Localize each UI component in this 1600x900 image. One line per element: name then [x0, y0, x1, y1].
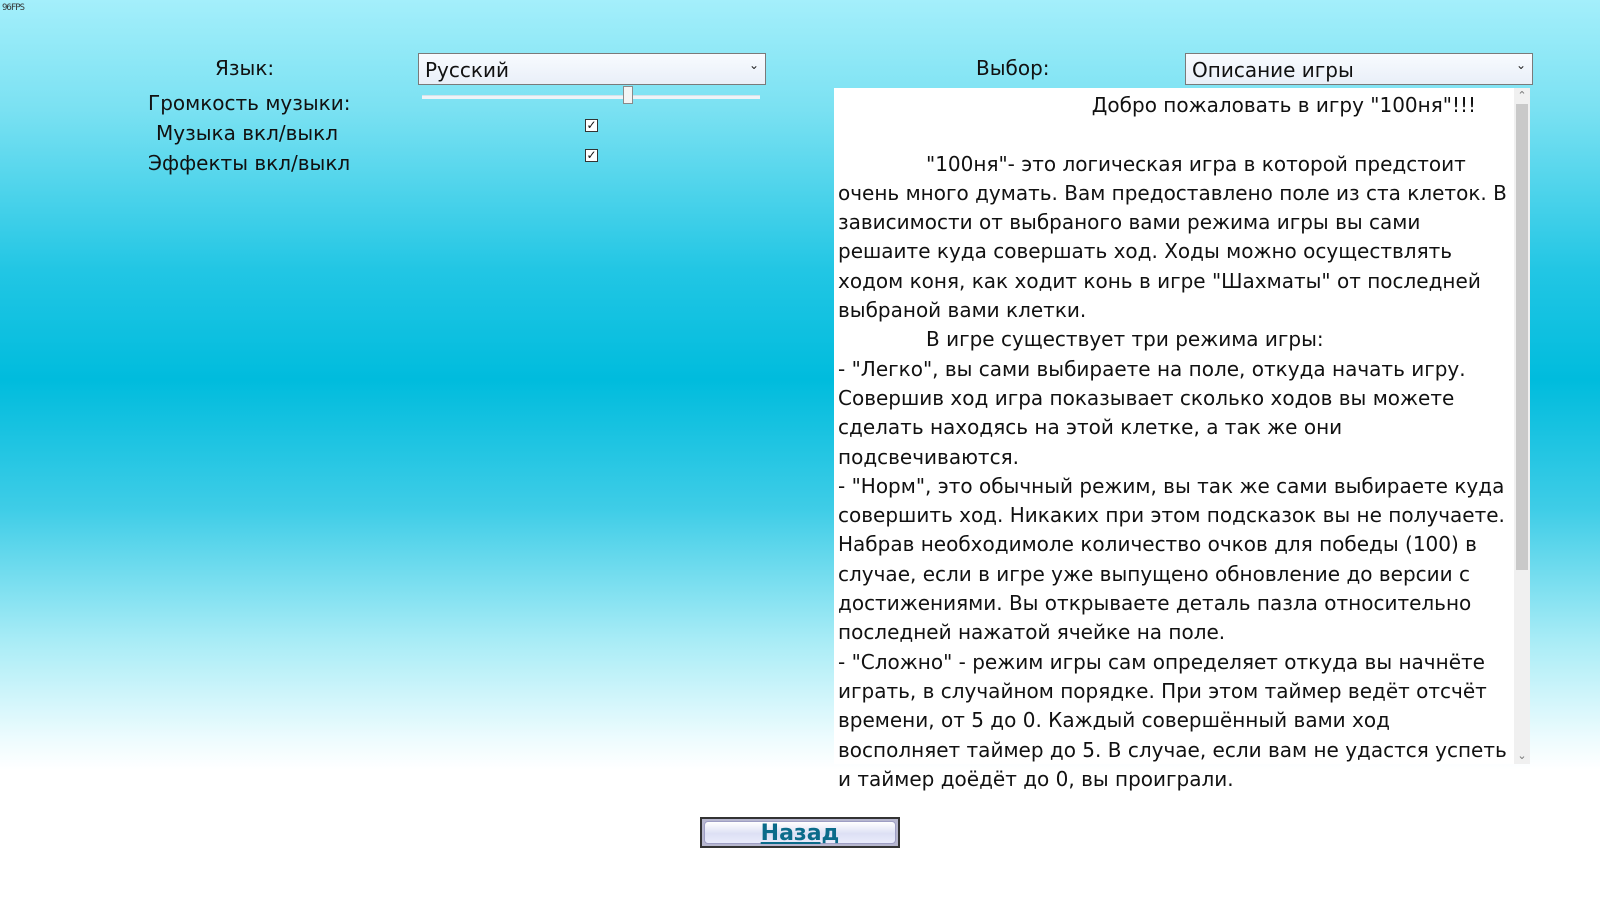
scrollbar-thumb[interactable]: [1516, 104, 1528, 570]
music-toggle-label: Музыка вкл/выкл: [156, 121, 339, 145]
description-scrollbar[interactable]: [1514, 88, 1530, 764]
volume-slider-thumb[interactable]: [623, 86, 633, 104]
language-label: Язык:: [215, 56, 275, 80]
chevron-down-icon: ⌄: [1515, 58, 1526, 72]
choice-label: Выбор:: [976, 56, 1050, 80]
mode-norm-text: - "Норм", это обычный режим, вы так же сами выбираете куда совершить ход. Никаких при этом подсказок вы не получаете. Набрав необходимоле количество очков для победы (100) в случае, если в игре уже выпущено обновление до версии с достижениями. Вы открываете деталь пазла относительно последней нажатой ячейке на поле.: [838, 473, 1505, 645]
arrow-up-icon[interactable]: ⌃: [1517, 89, 1527, 102]
arrow-down-icon[interactable]: ⌄: [1517, 749, 1527, 762]
back-button[interactable]: [700, 817, 900, 848]
language-select[interactable]: [418, 53, 766, 85]
description-textbox[interactable]: [834, 88, 1530, 791]
mode-easy-text: - "Легко", вы сами выбираете на поле, откуда начать игру. Совершив ход игра показывает сколько ходов вы можете сделать находясь на этой клетке, а так же они подсвечиваются.: [838, 356, 1466, 469]
back-button-label: Назад: [704, 821, 896, 844]
welcome-text: Добро пожаловать в игру "100ня"!!!: [1091, 93, 1476, 117]
volume-slider-track[interactable]: [422, 95, 760, 99]
effects-toggle-label: Эффекты вкл/выкл: [148, 151, 351, 175]
check-icon: ✓: [586, 118, 597, 132]
description-content: [838, 91, 1514, 794]
volume-label: Громкость музыки:: [148, 91, 351, 115]
fps-counter: 96FPS: [2, 3, 25, 13]
check-icon: ✓: [586, 148, 597, 162]
choice-select-value: Описание игры: [1192, 58, 1354, 82]
chevron-down-icon: ⌄: [748, 58, 759, 72]
language-select-value: Русский: [425, 58, 509, 82]
description-paragraph-1: "100ня"- это логическая игра в которой предстоит очень много думать. Вам предоставлено поле из ста клеток. В зависимости от выбраного вами режима игры вы сами решаите куда совершать ход. Ходы можно осуществлять ходом коня, как ходит конь в игре "Шахматы" от последней выбраной вами клетки.: [838, 151, 1507, 323]
effects-checkbox[interactable]: [585, 149, 598, 162]
mode-hard-text: - "Сложно" - режим игры сам определяет откуда вы начнёте играть, в случайном порядке. При этом таймер ведёт отсчёт времени, от 5 до 0. Каждый совершённый вами ход восполняет таймер до 5. В случае, если вам не удастся успеть и таймер доёдёт до 0, вы проиграли.: [838, 649, 1507, 791]
description-paragraph-2: В игре существует три режима игры:: [926, 327, 1324, 352]
choice-select[interactable]: [1185, 53, 1533, 85]
music-checkbox[interactable]: [585, 119, 598, 132]
